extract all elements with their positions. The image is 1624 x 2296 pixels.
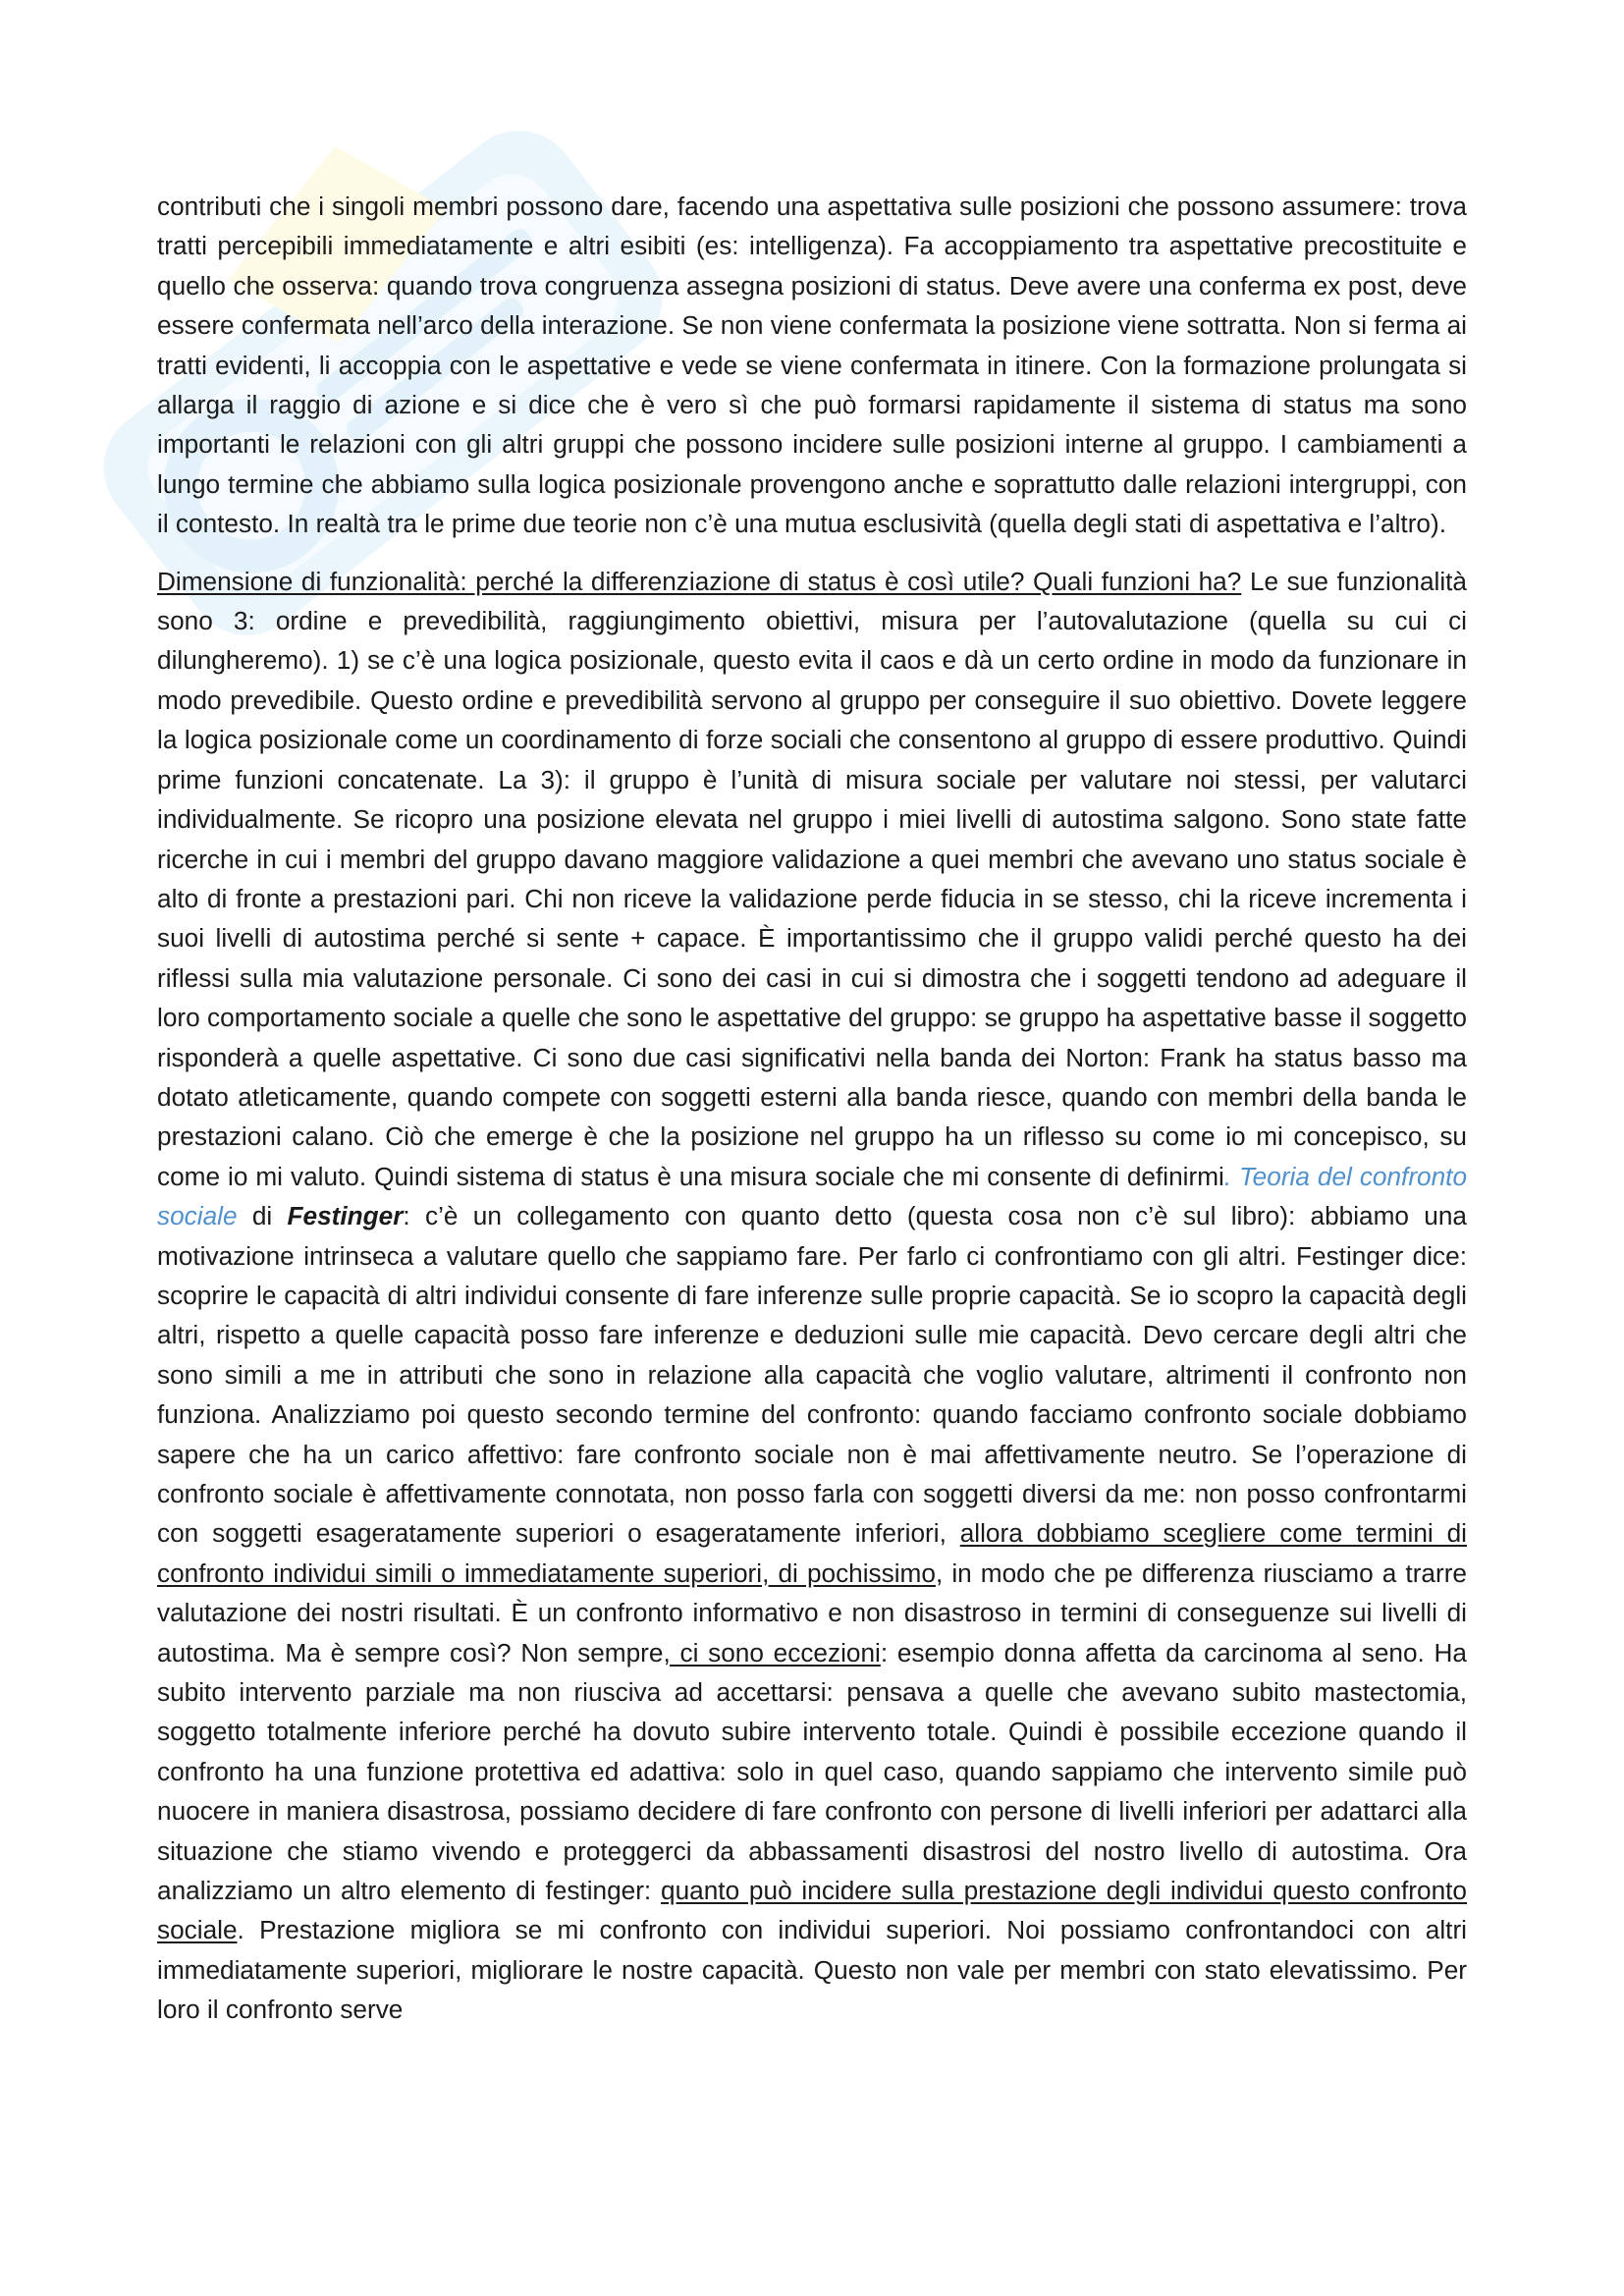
underlined-phrase-performance: quanto può incidere sulla prestazione degli individui questo confronto sociale (157, 1876, 1467, 1945)
author-name: Festinger (287, 1201, 404, 1231)
document-page (157, 187, 1467, 2048)
paragraph-2-text-c: : c’è un collegamento con quanto detto (questa cosa non c’è sul libro): abbiamo una motivazione intrinseca a valutare quello che sappiamo fare. Per farlo ci confrontiamo con gli altri. Festinger dice: scoprire le capacità di altri individui consente di fare inferenze sulle proprie capacità. Se io scopro la capacità degli altri, rispetto a quelle capacità posso fare inferenze e deduzioni sulle mie capacità. Devo cercare degli altri che sono simili a me in attributi che sono in relazione alla capacità che voglio valutare, altrimenti il confronto non funziona. Analizziamo poi questo secondo termine del confronto: quando facciamo confronto sociale dobbiamo sapere che ha un carico affettivo: fare confronto sociale non è mai affettivamente neutro. Se l’operazione di confronto sociale è affettivamente connotata, non posso farla con soggetti diversi da me: non posso confrontarmi con soggetti esageratamente superiori o esageratamente inferiori, (157, 1201, 1467, 1549)
paragraph-2-text-e: : esempio donna affetta da carcinoma al seno. Ha subito intervento parziale ma non riusciva ad accettarsi: pensava a quelle che avevano subito mastectomia, soggetto totalmente inferiore perché ha dovuto subire intervento totale. Quindi è possibile eccezione quando il confronto ha una funzione protettiva ed adattiva: solo in quel caso, quando sappiamo che intervento simile può nuocere in maniera disastrosa, possiamo decidere di fare confronto con persone di livelli inferiori per adattarci alla situazione che stiamo vivendo e proteggerci da abbassamenti disastrosi del nostro livello di autostima. Ora analizziamo un altro elemento di festinger: (157, 1637, 1467, 1906)
paragraph-1-text: contributi che i singoli membri possono dare, facendo una aspettativa sulle posizioni che possono assumere: trova tratti percepibili immediatamente e altri esibiti (es: intelligenza). Fa accoppiamento tra aspettative precostituite e quello che osserva: quando trova congruenza assegna posizioni di status. Deve avere una conferma ex post, deve essere confermata nell’arco della interazione. Se non viene confermata la posizione viene sottratta. Non si ferma ai tratti evidenti, li accoppia con le aspettative e vede se viene confermata in itinere. Con la formazione prolungata si allarga il raggio di azione e si dice che è vero sì che può formarsi rapidamente il sistema di status ma sono importanti le relazioni con gli altri gruppi che possono incidere sulle posizioni interne al gruppo. I cambiamenti a lungo termine che abbiamo sulla logica posizionale provengono anche e soprattutto dalle relazioni intergruppi, con il contesto. In realtà tra le prime due teorie non c’è una mutua esclusività (quella degli stati di aspettativa e l’altro). (157, 191, 1467, 539)
paragraph-2-text-b: di (237, 1201, 288, 1231)
paragraph-2-text-a: Le sue funzionalità sono 3: ordine e prevedibilità, raggiungimento obiettivi, misura per l’autovalutazione (quella su cui ci dilungheremo). 1) se c’è una logica posizionale, questo evita il caos e dà un certo ordine in modo da funzionare in modo prevedibile. Questo ordine e prevedibilità servono al gruppo per conseguire il suo obiettivo. Dovete leggere la logica posizionale come un coordinamento di forze sociali che consentono al gruppo di essere produttivo. Quindi prime funzioni concatenate. La 3): il gruppo è l’unità di misura sociale per valutare noi stessi, per valutarci individualmente. Se ricopro una posizione elevata nel gruppo i miei livelli di autostima salgono. Sono state fatte ricerche in cui i membri del gruppo davano maggiore validazione a quei membri che avevano uno status sociale è alto di fronte a prestazioni pari. Chi non riceve la validazione perde fiducia in se stesso, chi la riceve incrementa i suoi livelli di autostima perché si sente + capace. È importantissimo che il gruppo validi perché questo ha dei riflessi sulla mia valutazione personale. Ci sono dei casi in cui si dimostra che i soggetti tendono ad adeguare il loro comportamento sociale a quelle che sono le aspettative del gruppo: se gruppo ha aspettative basse il soggetto risponderà a quelle aspettative. Ci sono due casi significativi nella banda dei Norton: Frank ha status basso ma dotato atleticamente, quando compete con soggetti esterni alla banda riesce, quando con membri della banda le prestazioni calano. Ciò che emerge è che la posizione nel gruppo ha un riflesso su come io mi concepisco, su come io mi valuto. Quindi sistema di status è una misura sociale che mi consente di definirmi (157, 566, 1467, 1191)
paragraph-2-text-d: , in modo che pe differenza riusciamo a trarre valutazione dei nostri risultati. È un confronto informativo e non disastroso in termini di conseguenze sui livelli di autostima. Ma è sempre così? Non sempre (157, 1558, 1467, 1667)
theory-title: . Teoria del confronto sociale (157, 1161, 1468, 1231)
paragraph-1 (157, 187, 1467, 544)
paragraph-2-text-f: . Prestazione migliora se mi confronto con individui superiori. Noi possiamo confrontandoci con altri immediatamente superiori, migliorare le nostre capacità. Questo non vale per membri con stato elevatissimo. Per loro il confronto serve (157, 1915, 1467, 2025)
underlined-phrase-exceptions: , ci sono eccezioni (663, 1637, 881, 1667)
section-heading-underlined: Dimensione di funzionalità: perché la differenziazione di status è così utile? Quali funzioni ha? (157, 566, 1242, 596)
underlined-phrase-similar-individuals: allora dobbiamo scegliere come termini di confronto individui simili o immediatamente superiori, di pochissimo (157, 1518, 1467, 1588)
paragraph-2 (157, 562, 1467, 2030)
